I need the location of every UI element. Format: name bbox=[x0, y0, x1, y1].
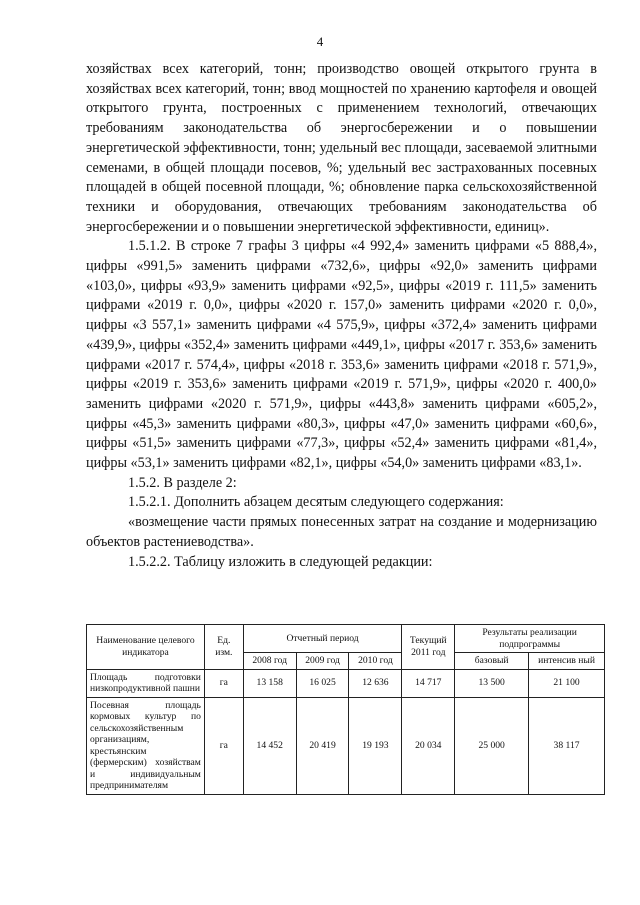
row-value-2011: 14 717 bbox=[402, 669, 455, 697]
header-reporting-period: Отчетный период bbox=[243, 625, 402, 653]
page-number: 4 bbox=[316, 34, 324, 49]
row-value-2010: 19 193 bbox=[349, 697, 402, 794]
table-header-row bbox=[87, 625, 605, 653]
row-value-base: 13 500 bbox=[455, 669, 529, 697]
row-value-intensive: 38 117 bbox=[529, 697, 605, 794]
indicators-table bbox=[86, 624, 605, 795]
row-value-2010: 12 636 bbox=[349, 669, 402, 697]
header-results: Результаты реализации подпрограммы bbox=[455, 625, 605, 653]
header-current-year: Текущий 2011 год bbox=[402, 625, 455, 670]
paragraph-1-5-2: 1.5.2. В разделе 2: bbox=[128, 474, 237, 491]
row-value-base: 25 000 bbox=[455, 697, 529, 794]
row-indicator-name: Посевная площадь кормовых культур по сельскохозяйственным организациям, крестьянским (фермерским) хозяйствам и индивидуальным предпринимателям bbox=[87, 697, 205, 794]
row-value-2009: 16 025 bbox=[296, 669, 349, 697]
paragraph-1-5-2-2: 1.5.2.2. Таблицу изложить в следующей редакции: bbox=[128, 553, 433, 570]
paragraph-1-5-1-2: 1.5.1.2. В строке 7 графы 3 цифры «4 992,4» заменить цифрами «5 888,4», цифры «991,5» заменить цифрами «732,6», цифры «92,0» заменить цифрами «103,0», цифры «93,9» заменить цифрами «92,5», цифры «2019 г. 111,5» заменить цифрами «2019 г. 0,0», цифры «2020 г. 157,0» заменить цифрами «2020 г. 0,0», цифры «3 557,1» заменить цифрами «4 575,9», цифры «372,4» заменить цифрами «439,9», цифры «352,4» заменить цифрами «449,1», цифры «2017 г. 353,6» заменить цифрами «2017 г. 574,4», цифры «2018 г. 353,6» заменить цифрами «2018 г. 571,9», цифры «2019 г. 353,6» заменить цифрами «2019 г. 571,9», цифры «2020 г. 400,0» заменить цифрами «2020 г. 571,9», цифры «443,8» заменить цифрами «605,2», цифры «45,3» заменить цифрами «80,3», цифры «47,0» заменить цифрами «60,6», цифры «51,5» заменить цифрами «77,3», цифры «52,4» заменить цифрами «81,4», цифры «53,1» заменить цифрами «82,1», цифры «54,0» заменить цифрами «83,1». bbox=[86, 238, 597, 472]
paragraph-quote: «возмещение части прямых понесенных затрат на создание и модернизацию объектов растениеводства». bbox=[86, 514, 597, 550]
row-value-2011: 20 034 bbox=[402, 697, 455, 794]
row-unit: га bbox=[204, 697, 243, 794]
header-year-2009: 2009 год bbox=[296, 653, 349, 670]
table-row bbox=[87, 697, 605, 794]
header-intensive: интенсив ный bbox=[529, 653, 605, 670]
row-unit: га bbox=[204, 669, 243, 697]
row-value-2008: 14 452 bbox=[243, 697, 296, 794]
document-body bbox=[86, 60, 597, 572]
table-row bbox=[87, 669, 605, 697]
paragraph-indicators-list: хозяйствах всех категорий, тонн; производство овощей открытого грунта в хозяйствах всех категорий, тонн; ввод мощностей по хранению картофеля и овощей открытого грунта, построенных с применением технологий, отвечающих требованиям законодательства об энергосбережении и о повышении энергетической эффективности, тонн; удельный вес площади, засеваемой элитными семенами, в общей площади посевов, %; удельный вес застрахованных посевных площадей в общей посевной площади, %; обновление парка сельскохозяйственной техники и оборудования, отвечающих требованиям законодательства об энергосбережении и о повышении энергетической эффективности, единиц». bbox=[86, 61, 597, 235]
header-year-2010: 2010 год bbox=[349, 653, 402, 670]
row-indicator-name: Площадь подготовки низкопродуктивной пашни bbox=[87, 669, 205, 697]
header-indicator-name: Наименование целевого индикатора bbox=[87, 625, 205, 670]
paragraph-1-5-2-1: 1.5.2.1. Дополнить абзацем десятым следующего содержания: bbox=[128, 494, 504, 511]
row-value-2009: 20 419 bbox=[296, 697, 349, 794]
row-value-2008: 13 158 bbox=[243, 669, 296, 697]
row-value-intensive: 21 100 bbox=[529, 669, 605, 697]
header-unit: Ед. изм. bbox=[204, 625, 243, 670]
header-base: базовый bbox=[455, 653, 529, 670]
header-year-2008: 2008 год bbox=[243, 653, 296, 670]
